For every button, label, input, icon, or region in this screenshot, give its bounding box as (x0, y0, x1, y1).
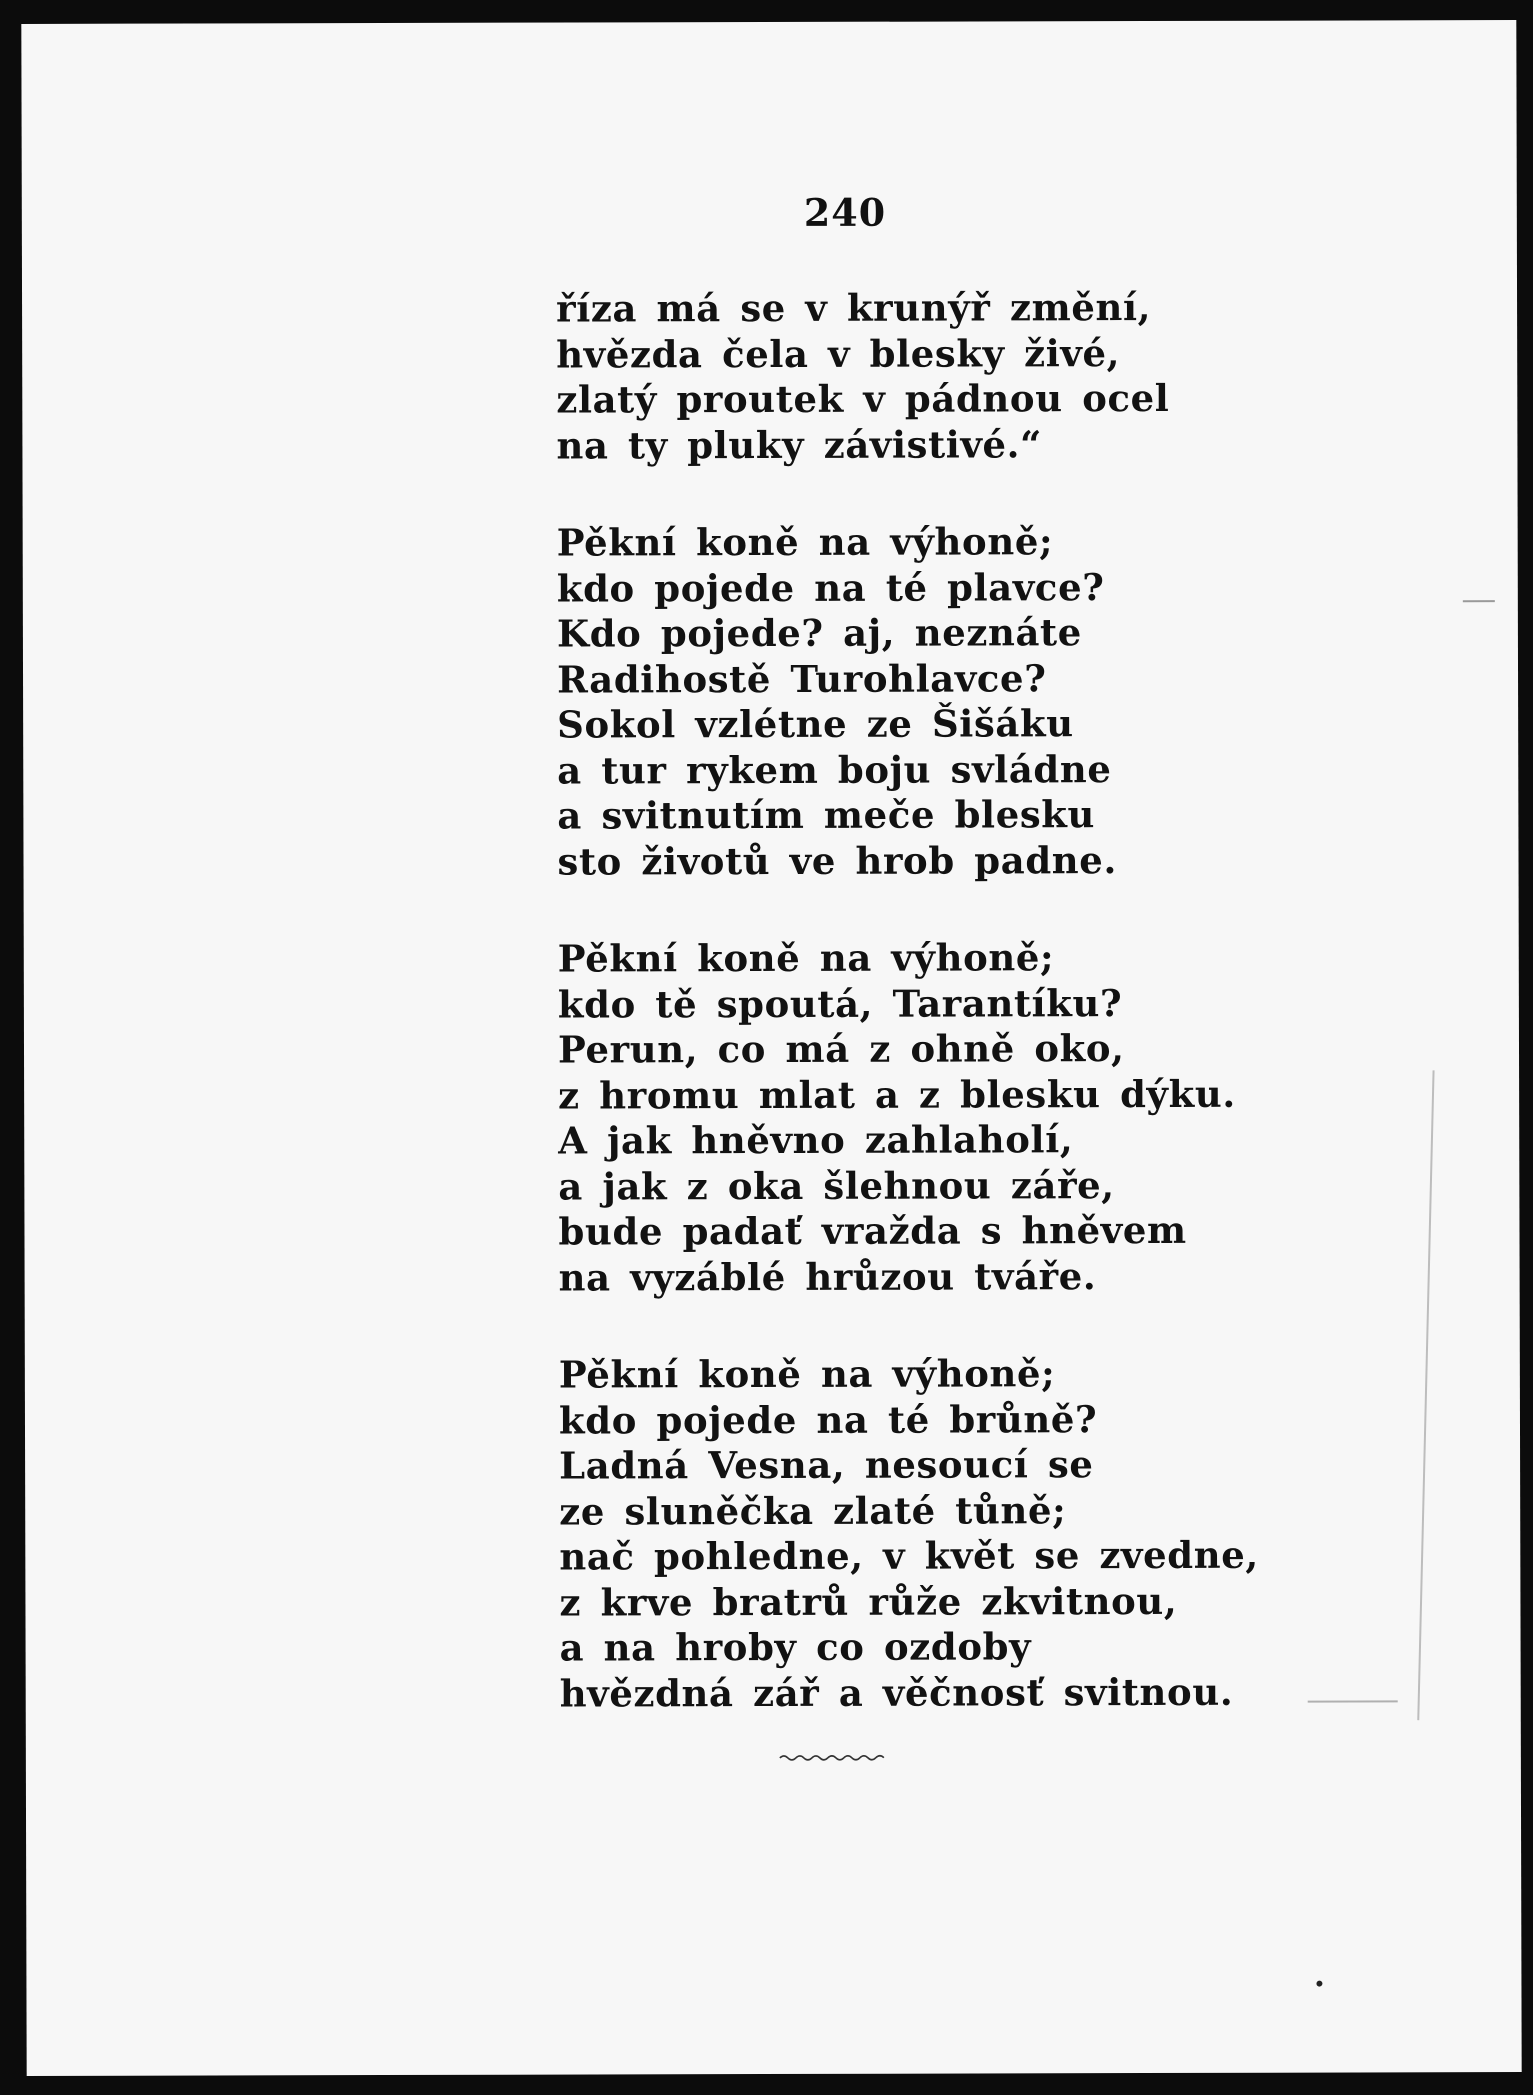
stanza-1 (556, 285, 1276, 469)
poem-line: Perun, co má z ohně oko, (557, 1026, 1125, 1072)
stanza-4 (559, 1351, 1280, 1717)
poem-line: ze sluněčka zlaté tůně; (559, 1487, 1067, 1534)
poem-line: bude padať vražda s hněvem (558, 1207, 1187, 1254)
poem-line: na vyzáblé hrůzou tváře. (558, 1253, 1097, 1300)
book-page (21, 20, 1521, 2076)
show-through-line (1308, 1700, 1398, 1702)
poem-line: hvězda čela v blesky živé, (556, 330, 1121, 377)
poem-line: Radihostě Turohlavce? (556, 655, 1047, 702)
poem-line: kdo pojede na té plavce? (556, 564, 1105, 611)
poem-line: sto životů ve hrob padne. (557, 837, 1117, 884)
poem-line: a svitnutím meče blesku (557, 792, 1096, 838)
poem (556, 285, 1280, 1769)
poem-line: nač pohledne, v květ se zvedne, (559, 1532, 1259, 1579)
poem-line: hvězdná zář a věčnosť svitnou. (559, 1669, 1234, 1716)
poem-line: z krve bratrů růže zkvitnou, (559, 1578, 1178, 1625)
poem-line: kdo pojede na té brůně? (558, 1396, 1098, 1443)
poem-line: a tur rykem boju svládne (557, 746, 1112, 793)
poem-line: Pěkní koně na výhoně; (556, 519, 1054, 565)
end-ornament (778, 1752, 888, 1762)
poem-line: na ty pluky závistivé.“ (556, 421, 1043, 468)
poem-line: Kdo pojede? aj, neznáte (556, 610, 1082, 656)
poem-line: Pěkní koně na výhoně; (557, 935, 1055, 981)
stanza-3 (558, 935, 1279, 1301)
show-through-line (1463, 600, 1495, 602)
poem-line: a na hroby co ozdoby (559, 1624, 1032, 1670)
poem-line: z hromu mlat a z blesku dýku. (558, 1071, 1236, 1118)
poem-line: říza má se v krunýř změní, (556, 285, 1152, 331)
poem-line: A jak hněvno zahlaholí, (558, 1117, 1074, 1163)
dust-speck (1316, 1981, 1322, 1987)
poem-line: kdo tě spoutá, Tarantíku? (557, 980, 1123, 1027)
stanza-2 (557, 519, 1278, 885)
poem-line: Pěkní koně na výhoně; (558, 1351, 1056, 1397)
poem-line: Sokol vzlétne ze Šišáku (557, 701, 1074, 747)
poem-line: a jak z oka šlehnou záře, (558, 1162, 1115, 1209)
poem-line: zlatý proutek v pádnou ocel (556, 375, 1170, 422)
page-number: 240 (803, 189, 887, 235)
poem-line: Ladná Vesna, nesoucí se (559, 1442, 1094, 1488)
show-through-line (1417, 1070, 1434, 1720)
